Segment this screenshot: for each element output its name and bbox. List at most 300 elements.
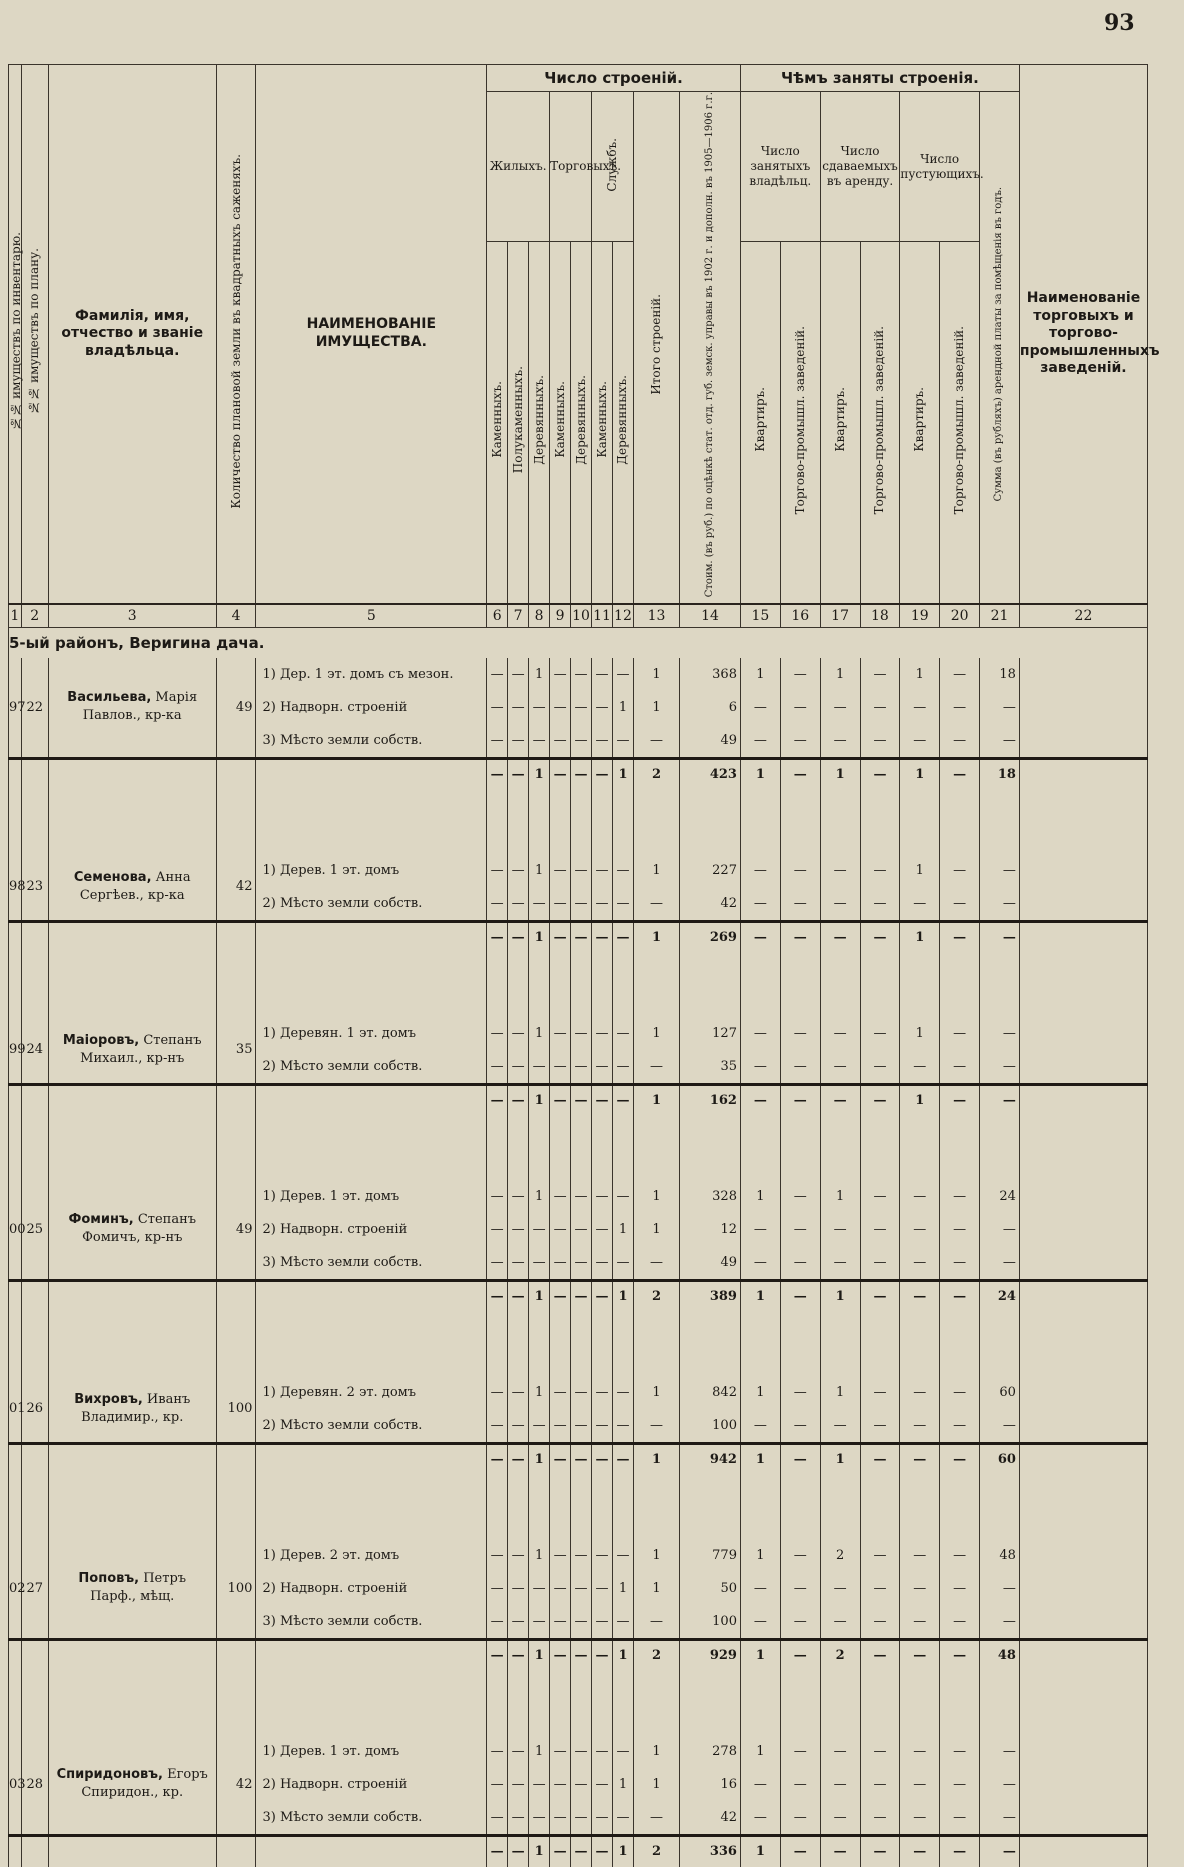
total-cell: — [571, 1084, 592, 1116]
ledger-cell: 1 [633, 1572, 679, 1605]
total-cell: — [820, 1084, 860, 1116]
owner-details: Иванъ Владимир., кр. [81, 1391, 191, 1425]
total-cell: 1 [612, 758, 633, 790]
ledger-cell: — [592, 1409, 613, 1444]
ledger-cell: — [571, 658, 592, 691]
header-empty-trade: Торгово-промышл. заведеній. [940, 242, 980, 604]
spacer-cell [592, 1475, 613, 1539]
section-row [9, 627, 1148, 658]
entry-row [9, 854, 1148, 887]
enterprise-cell [1019, 1050, 1147, 1085]
ledger-cell: — [940, 1050, 980, 1085]
owner-surname: Фоминъ, [68, 1212, 134, 1228]
column-number: 20 [940, 604, 980, 628]
ledger-cell: — [508, 1735, 529, 1768]
ledger-cell: — [940, 1376, 980, 1409]
ledger-cell: — [592, 1180, 613, 1213]
spacer-cell [48, 953, 216, 1017]
ledger-cell: — [612, 1801, 633, 1836]
spacer-cell [860, 1475, 900, 1539]
ledger-cell: 1 [529, 1539, 550, 1572]
spacer-cell [612, 953, 633, 1017]
spacer-cell [21, 953, 48, 1017]
enterprise-cell [1019, 1539, 1147, 1572]
ledger-cell: 227 [680, 854, 741, 887]
ledger-cell: — [612, 1050, 633, 1085]
spacer-cell [21, 1671, 48, 1735]
header-empty: Число пустующихъ. [900, 92, 980, 242]
total-blank [216, 1639, 256, 1671]
ledger-cell: — [740, 1246, 780, 1281]
spacer-cell [9, 1312, 22, 1376]
enterprise-cell [1019, 1443, 1147, 1475]
ledger-cell: — [860, 1735, 900, 1768]
column-number: 3 [48, 604, 216, 628]
spacer-cell [571, 1312, 592, 1376]
spacer-cell [550, 1475, 571, 1539]
total-blank [9, 1639, 22, 1671]
spacer-cell [216, 1475, 256, 1539]
ledger-cell: — [900, 887, 940, 922]
spacer-cell [612, 790, 633, 854]
spacer-row [9, 1312, 1148, 1376]
ledger-cell: 1 [529, 1017, 550, 1050]
enterprise-cell [1019, 1835, 1147, 1867]
header-residential: Жилыхъ. [487, 92, 550, 242]
ledger-cell: — [550, 1050, 571, 1085]
ledger-cell: — [592, 1735, 613, 1768]
spacer-cell [550, 1671, 571, 1735]
ledger-cell: — [592, 1539, 613, 1572]
spacer-cell [48, 1475, 216, 1539]
ledger-cell: — [550, 854, 571, 887]
total-cell: — [860, 1443, 900, 1475]
spacer-cell [820, 1475, 860, 1539]
ledger-cell: — [550, 887, 571, 922]
total-cell: 2 [633, 1835, 679, 1867]
total-row [9, 1443, 1148, 1475]
total-cell: 1 [820, 758, 860, 790]
header-owners-apartments: Квартиръ. [740, 242, 780, 604]
ledger-cell: — [780, 724, 820, 759]
ledger-cell: — [740, 1213, 780, 1246]
ledger-cell: 1 [633, 1768, 679, 1801]
ledger-cell: — [860, 1017, 900, 1050]
ledger-cell: 368 [680, 658, 741, 691]
total-cell: — [571, 758, 592, 790]
inventory-number: 97 [9, 658, 22, 759]
header-by-owners: Число занятыхъ владѣльц. [740, 92, 820, 242]
total-cell: 1 [900, 1084, 940, 1116]
spacer-cell [48, 1312, 216, 1376]
land-area: 49 [216, 1180, 256, 1281]
ledger-cell: — [592, 1572, 613, 1605]
ledger-cell: — [550, 1572, 571, 1605]
spacer-cell [740, 953, 780, 1017]
column-number: 7 [508, 604, 529, 628]
ledger-cell: 6 [680, 691, 741, 724]
total-blank [21, 1835, 48, 1867]
spacer-cell [508, 1671, 529, 1735]
spacer-cell [900, 1116, 940, 1180]
ledger-cell: — [940, 1246, 980, 1281]
ledger-cell: — [571, 1017, 592, 1050]
ledger-cell: — [487, 1539, 508, 1572]
header-service: Службъ. [592, 92, 634, 242]
spacer-cell [940, 1671, 980, 1735]
spacer-cell [487, 953, 508, 1017]
total-blank [216, 1835, 256, 1867]
ledger-cell: 1 [529, 1376, 550, 1409]
header-trade-stone: Каменныхъ. [550, 242, 571, 604]
spacer-cell [1019, 1475, 1147, 1539]
ledger-cell: — [633, 1050, 679, 1085]
spacer-cell [9, 790, 22, 854]
spacer-cell [487, 1312, 508, 1376]
ledger-body [9, 627, 1148, 1867]
plan-number: 25 [21, 1180, 48, 1281]
ledger-cell: — [592, 1213, 613, 1246]
ledger-cell: — [820, 1409, 860, 1444]
total-blank [21, 1280, 48, 1312]
spacer-cell [940, 790, 980, 854]
total-blank [48, 758, 216, 790]
total-blank [256, 1443, 487, 1475]
owner-surname: Маіоровъ, [62, 1032, 140, 1048]
column-number: 15 [740, 604, 780, 628]
ledger-cell: — [740, 887, 780, 922]
ledger-cell: — [780, 1605, 820, 1640]
ledger-cell: — [780, 1801, 820, 1836]
ledger-cell: — [571, 1801, 592, 1836]
land-area: 100 [216, 1539, 256, 1640]
spacer-cell [680, 1475, 741, 1539]
total-blank [48, 1280, 216, 1312]
ledger-cell: 24 [980, 1180, 1020, 1213]
ledger-cell: — [612, 1376, 633, 1409]
spacer-cell [633, 953, 679, 1017]
header-land: Количество плановой земли въ квадратныхъ саженяхъ. [216, 65, 256, 604]
total-cell: 1 [529, 1443, 550, 1475]
owner-surname: Семенова, [73, 869, 152, 885]
ledger-cell: 1 [612, 1213, 633, 1246]
ledger-cell: — [529, 1572, 550, 1605]
ledger-cell: — [592, 1050, 613, 1085]
property-name: 2) Надворн. строеній [256, 1213, 487, 1246]
ledger-cell: — [860, 658, 900, 691]
ledger-cell: — [860, 1605, 900, 1640]
total-cell: — [860, 921, 900, 953]
ledger-cell: — [900, 1572, 940, 1605]
enterprise-cell [1019, 1084, 1147, 1116]
ledger-cell: — [980, 1735, 1020, 1768]
ledger-cell: — [820, 1572, 860, 1605]
ledger-cell: 1 [529, 854, 550, 887]
ledger-cell: — [860, 1213, 900, 1246]
column-number: 13 [633, 604, 679, 628]
ledger-cell: — [820, 887, 860, 922]
enterprise-cell [1019, 1801, 1147, 1836]
total-cell: — [487, 1443, 508, 1475]
ledger-cell: — [571, 887, 592, 922]
ledger-cell: — [508, 1801, 529, 1836]
ledger-cell: — [940, 1213, 980, 1246]
ledger-cell: — [529, 1050, 550, 1085]
plan-number: 22 [21, 658, 48, 759]
enterprise-cell [1019, 1768, 1147, 1801]
property-name: 1) Деревян. 2 эт. домъ [256, 1376, 487, 1409]
property-name: 2) Мѣсто земли собств. [256, 887, 487, 922]
ledger-cell: — [900, 1376, 940, 1409]
ledger-cell: — [487, 1376, 508, 1409]
ledger-cell: — [980, 1605, 1020, 1640]
ledger-cell: — [508, 1246, 529, 1281]
total-cell: 18 [980, 758, 1020, 790]
total-row [9, 921, 1148, 953]
ledger-cell: 49 [680, 724, 741, 759]
total-blank [48, 921, 216, 953]
total-cell: 48 [980, 1639, 1020, 1671]
column-number: 8 [529, 604, 550, 628]
ledger-cell: — [860, 887, 900, 922]
header-plan-number: №№ имуществъ по плану. [21, 65, 48, 604]
spacer-cell [529, 790, 550, 854]
ledger-cell: — [487, 1017, 508, 1050]
total-cell: — [571, 1639, 592, 1671]
total-cell: — [592, 1443, 613, 1475]
total-cell: — [487, 758, 508, 790]
ledger-cell: — [780, 1050, 820, 1085]
ledger-cell: — [740, 1605, 780, 1640]
ledger-cell: — [860, 691, 900, 724]
ledger-cell: 779 [680, 1539, 741, 1572]
plan-number: 27 [21, 1539, 48, 1640]
spacer-cell [740, 1475, 780, 1539]
entry-row [9, 1017, 1148, 1050]
total-cell: — [612, 1443, 633, 1475]
total-cell: 1 [740, 1280, 780, 1312]
enterprise-cell [1019, 854, 1147, 887]
total-cell: — [508, 1084, 529, 1116]
ledger-cell: 1 [900, 854, 940, 887]
column-number: 11 [592, 604, 613, 628]
ledger-cell: — [487, 658, 508, 691]
total-cell: 1 [633, 1084, 679, 1116]
total-cell: — [780, 1084, 820, 1116]
total-cell: 389 [680, 1280, 741, 1312]
spacer-cell [900, 1312, 940, 1376]
total-cell: 1 [529, 921, 550, 953]
ledger-cell: — [508, 1050, 529, 1085]
ledger-cell: 1 [529, 1180, 550, 1213]
total-cell: — [508, 1280, 529, 1312]
header-value: Стоим. (въ руб.) по оцѣнкѣ стат. отд. губ. земск. управы въ 1902 г. и дополн. въ 1905—1906 г.г. [680, 92, 741, 604]
page-number: 93 [1104, 10, 1135, 36]
ledger-cell: — [980, 854, 1020, 887]
ledger-cell: — [550, 1017, 571, 1050]
ledger-cell: 1 [740, 1539, 780, 1572]
ledger-cell: — [508, 1017, 529, 1050]
land-area: 42 [216, 854, 256, 922]
entry-row [9, 1180, 1148, 1213]
spacer-cell [256, 1312, 487, 1376]
entry-row [9, 1735, 1148, 1768]
ledger-cell: — [550, 1180, 571, 1213]
section-title: 5-ый районъ, Веригина дача. [9, 627, 1148, 658]
total-row [9, 1084, 1148, 1116]
ledger-cell: — [980, 1801, 1020, 1836]
spacer-row [9, 790, 1148, 854]
spacer-cell [633, 790, 679, 854]
ledger-cell: 1 [612, 691, 633, 724]
total-cell: 2 [633, 758, 679, 790]
spacer-cell [780, 1475, 820, 1539]
ledger-cell: 1 [633, 1180, 679, 1213]
property-name: 3) Мѣсто земли собств. [256, 1605, 487, 1640]
ledger-cell: — [508, 1213, 529, 1246]
spacer-cell [680, 953, 741, 1017]
ledger-cell: — [820, 691, 860, 724]
total-cell: — [780, 921, 820, 953]
total-cell: — [940, 1443, 980, 1475]
total-blank [21, 1084, 48, 1116]
spacer-cell [1019, 1312, 1147, 1376]
total-cell: — [571, 1280, 592, 1312]
ledger-cell: — [508, 724, 529, 759]
column-number: 4 [216, 604, 256, 628]
header-occupied-group: Чѣмъ заняты строенія. [740, 65, 1019, 92]
ledger-cell: 2 [820, 1539, 860, 1572]
ledger-cell: — [571, 1180, 592, 1213]
ledger-cell: — [550, 1768, 571, 1801]
owner-cell [48, 1539, 216, 1640]
ledger-cell: 1 [900, 658, 940, 691]
ledger-cell: — [900, 1409, 940, 1444]
owner-details: Анна Сергѣев., кр-ка [79, 869, 191, 903]
total-blank [256, 1084, 487, 1116]
spacer-cell [612, 1475, 633, 1539]
header-res-semistone: Полукаменныхъ. [508, 242, 529, 604]
header-service-wooden: Деревянныхъ. [612, 242, 633, 604]
total-blank [9, 1443, 22, 1475]
ledger-cell: — [529, 887, 550, 922]
ledger-cell: — [550, 691, 571, 724]
total-cell: — [592, 758, 613, 790]
ledger-cell: — [487, 1246, 508, 1281]
header-service-stone: Каменныхъ. [592, 242, 613, 604]
ledger-cell: — [592, 1605, 613, 1640]
spacer-cell [21, 1312, 48, 1376]
ledger-cell: — [571, 1050, 592, 1085]
spacer-cell [633, 1116, 679, 1180]
column-number: 18 [860, 604, 900, 628]
spacer-cell [256, 790, 487, 854]
total-cell: 1 [740, 1443, 780, 1475]
inventory-number: 99 [9, 1017, 22, 1085]
total-cell: — [487, 921, 508, 953]
spacer-cell [592, 953, 613, 1017]
total-cell: 60 [980, 1443, 1020, 1475]
total-cell: — [508, 1639, 529, 1671]
ledger-cell: — [820, 1735, 860, 1768]
ledger-cell: — [820, 1768, 860, 1801]
ledger-cell: — [550, 1409, 571, 1444]
spacer-cell [1019, 1671, 1147, 1735]
ledger-cell: — [940, 658, 980, 691]
ledger-cell: — [487, 1180, 508, 1213]
total-cell: — [571, 921, 592, 953]
ledger-cell: — [633, 1246, 679, 1281]
ledger-cell: 1 [633, 1539, 679, 1572]
spacer-cell [740, 790, 780, 854]
ledger-cell: — [592, 1768, 613, 1801]
ledger-cell: — [780, 1213, 820, 1246]
header-buildings-group: Число строеній. [487, 65, 741, 92]
ledger-cell: — [612, 724, 633, 759]
ledger-cell: — [487, 1605, 508, 1640]
property-name: 1) Дер. 1 эт. домъ съ мезон. [256, 658, 487, 691]
total-cell: — [508, 921, 529, 953]
total-cell: — [550, 921, 571, 953]
total-cell: 942 [680, 1443, 741, 1475]
spacer-cell [980, 1475, 1020, 1539]
ledger-cell: 1 [740, 1376, 780, 1409]
spacer-cell [21, 790, 48, 854]
ledger-cell: — [550, 1605, 571, 1640]
ledger-cell: — [550, 1246, 571, 1281]
spacer-row [9, 953, 1148, 1017]
entry-row [9, 1539, 1148, 1572]
column-number: 5 [256, 604, 487, 628]
ledger-cell: — [612, 854, 633, 887]
header-rented: Число сдаваемыхъ въ аренду. [820, 92, 900, 242]
ledger-cell: — [900, 1180, 940, 1213]
ledger-cell: — [740, 1572, 780, 1605]
ledger-cell: — [900, 724, 940, 759]
enterprise-cell [1019, 1572, 1147, 1605]
ledger-cell: 42 [680, 1801, 741, 1836]
ledger-cell: — [740, 1801, 780, 1836]
ledger-cell: — [550, 1735, 571, 1768]
ledger-cell: — [487, 1213, 508, 1246]
total-cell: 1 [820, 1443, 860, 1475]
total-cell: — [550, 1084, 571, 1116]
ledger-cell: — [820, 724, 860, 759]
ledger-cell: — [860, 1246, 900, 1281]
ledger-cell: — [592, 724, 613, 759]
enterprise-cell [1019, 1180, 1147, 1213]
spacer-cell [633, 1671, 679, 1735]
property-name: 2) Мѣсто земли собств. [256, 1050, 487, 1085]
ledger-cell: — [780, 658, 820, 691]
spacer-cell [256, 1475, 487, 1539]
spacer-cell [980, 790, 1020, 854]
ledger-cell: 1 [612, 1572, 633, 1605]
spacer-cell [940, 1116, 980, 1180]
total-cell: — [612, 921, 633, 953]
header-res-wooden: Деревянныхъ. [529, 242, 550, 604]
spacer-cell [860, 790, 900, 854]
total-cell: — [592, 1084, 613, 1116]
total-cell: — [900, 1835, 940, 1867]
total-cell: 1 [612, 1835, 633, 1867]
total-cell: — [780, 1280, 820, 1312]
ledger-cell: 1 [820, 1376, 860, 1409]
spacer-cell [216, 953, 256, 1017]
enterprise-cell [1019, 921, 1147, 953]
spacer-cell [508, 1116, 529, 1180]
ledger-cell: — [780, 1376, 820, 1409]
